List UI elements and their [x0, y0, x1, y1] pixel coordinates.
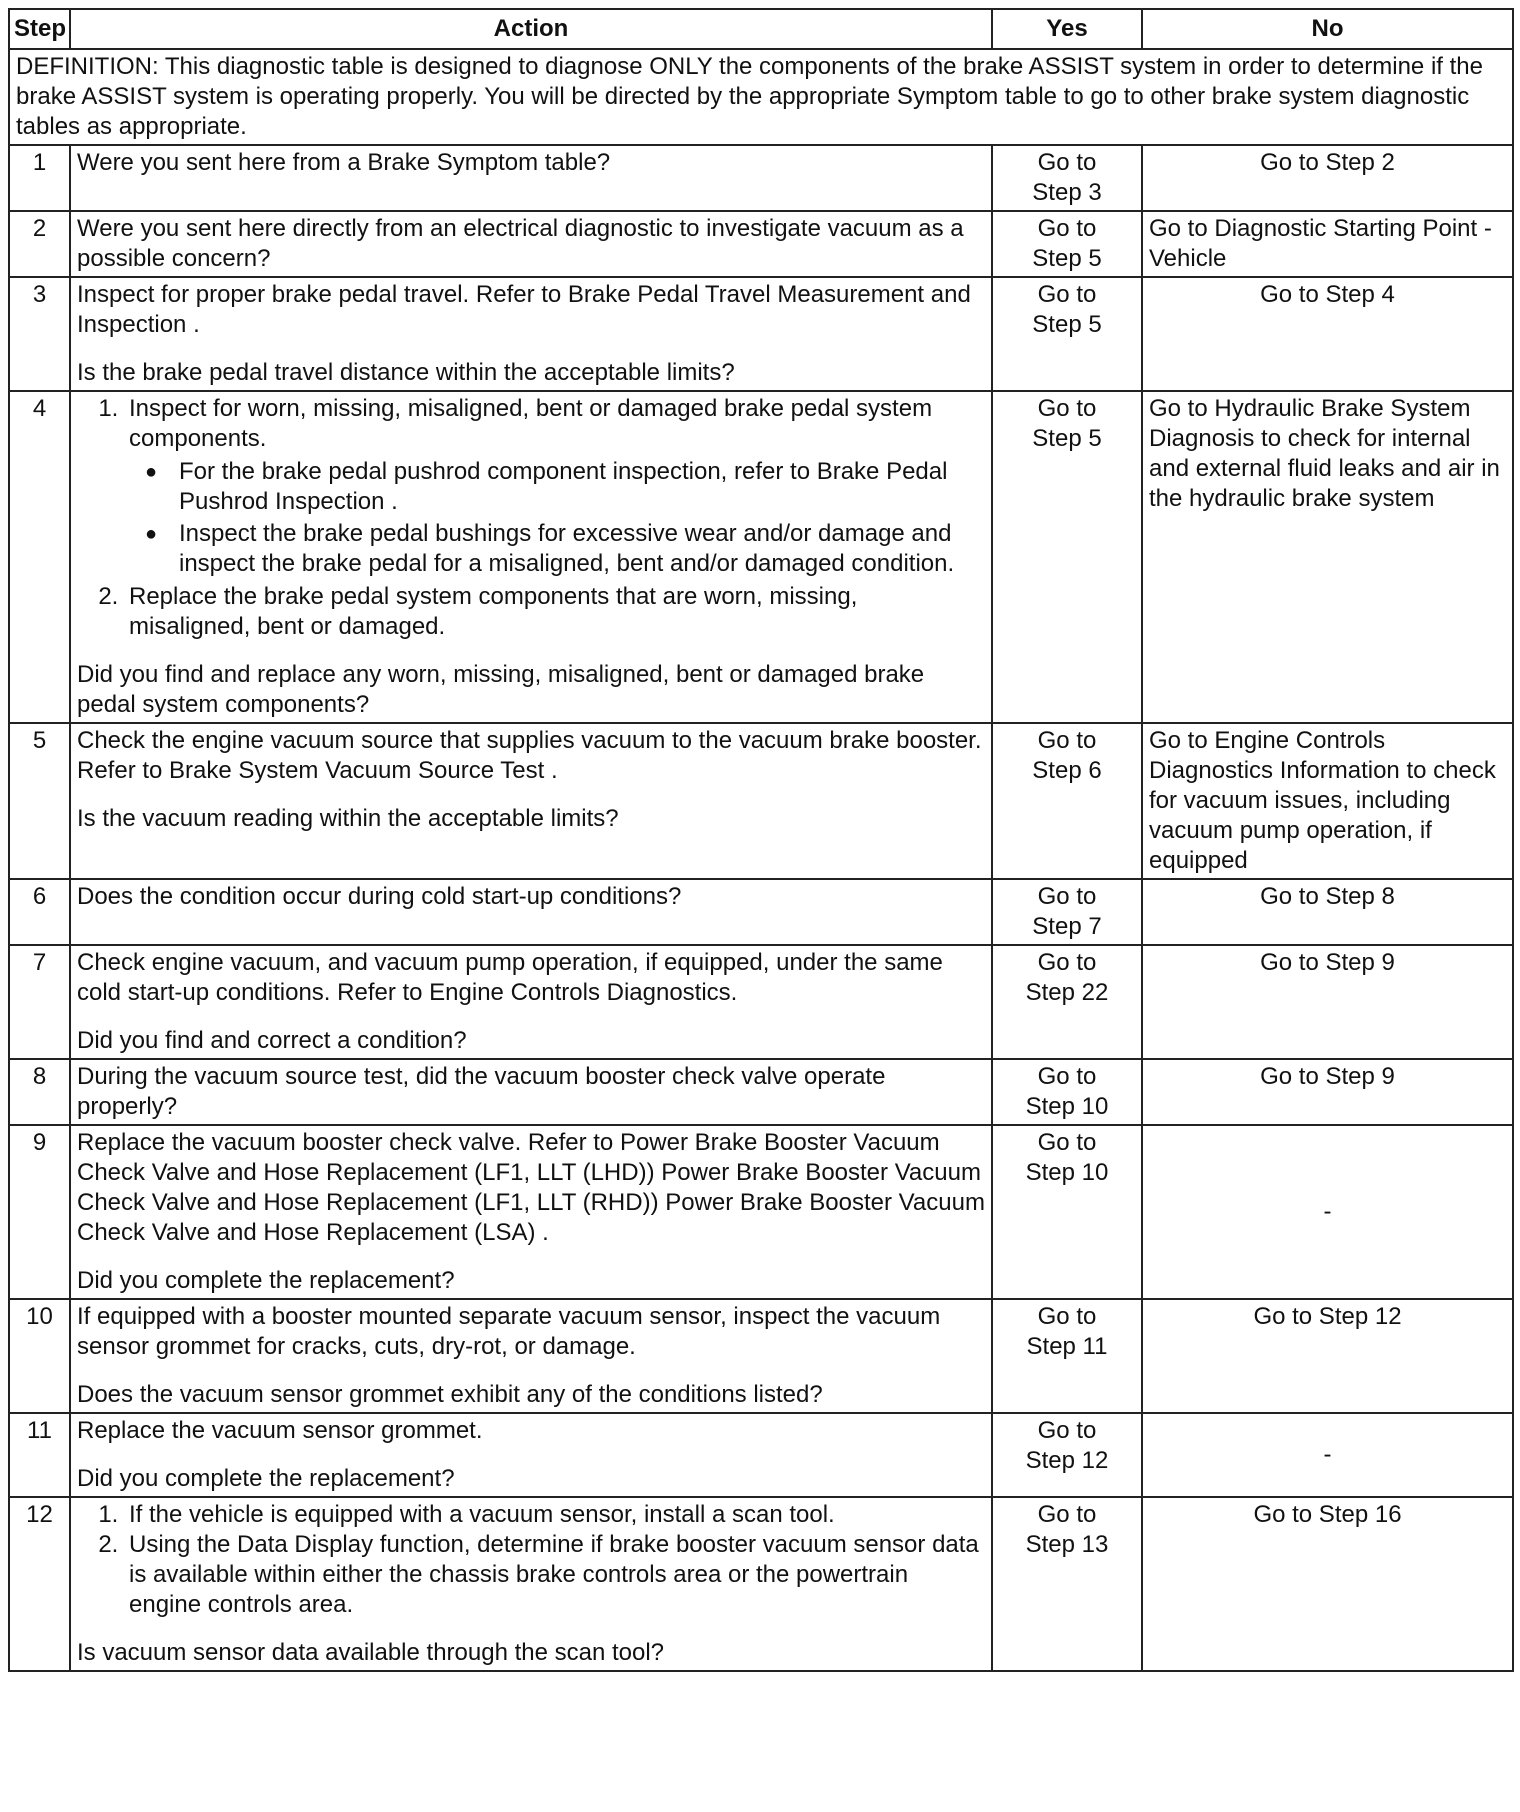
no-cell: Go to Diagnostic Starting Point - Vehicle: [1142, 211, 1513, 277]
action-cell: [70, 277, 992, 391]
procedure-item-text: Inspect for worn, missing, misaligned, bent or damaged brake pedal system components.: [129, 395, 933, 452]
yes-cell: [992, 1299, 1142, 1413]
action-text: During the vacuum source test, did the vacuum booster check valve operate properly?: [70, 1059, 992, 1125]
yes-link: Go to Step 5: [1032, 395, 1102, 452]
definition-row: [9, 49, 1513, 145]
step-number: 7: [9, 945, 70, 1059]
step-number: 2: [9, 211, 70, 277]
no-cell: Go to Engine Controls Diagnostics Information to check for vacuum issues, including vacuum pump operation, if equipped: [1142, 723, 1513, 879]
table-row: [9, 1059, 1513, 1125]
action-cell: [70, 1125, 992, 1299]
yes-cell: [992, 391, 1142, 723]
yes-cell: [992, 1125, 1142, 1299]
step-number: 12: [9, 1497, 70, 1671]
procedure-list: [77, 1500, 985, 1620]
action-text: If equipped with a booster mounted separate vacuum sensor, inspect the vacuum sensor grommet for cracks, cuts, dry-rot, or damage.: [77, 1303, 941, 1360]
action-text: Check the engine vacuum source that supplies vacuum to the vacuum brake booster. Refer to Brake System Vacuum Source Test .: [77, 727, 982, 784]
action-text: Were you sent here from a Brake Symptom table?: [70, 145, 992, 211]
action-question: Is the vacuum reading within the acceptable limits?: [77, 805, 619, 832]
step-number: 1: [9, 145, 70, 211]
yes-link: Go to Step 11: [1026, 1303, 1108, 1360]
header-row: [9, 9, 1513, 49]
action-question: Is the brake pedal travel distance within the acceptable limits?: [77, 359, 735, 386]
procedure-item: 2. Using the Data Display function, determine if brake booster vacuum sensor data is available within either the chassis brake controls area or the powertrain engine controls area.: [125, 1530, 985, 1620]
step-number: 10: [9, 1299, 70, 1413]
action-question: Does the vacuum sensor grommet exhibit any of the conditions listed?: [77, 1381, 823, 1408]
step-number: 8: [9, 1059, 70, 1125]
no-cell: Go to Step 9: [1142, 945, 1513, 1059]
action-question: Did you complete the replacement?: [77, 1465, 455, 1492]
header-action: Action: [70, 9, 992, 49]
table-row: [9, 1125, 1513, 1299]
table-row: [9, 145, 1513, 211]
table-row: [9, 879, 1513, 945]
header-step: Step: [9, 9, 70, 49]
header-no: No: [1142, 9, 1513, 49]
action-cell: [70, 945, 992, 1059]
no-cell: -: [1142, 1413, 1513, 1497]
step-number: 4: [9, 391, 70, 723]
procedure-item: 2. Replace the brake pedal system components that are worn, missing, misaligned, bent or damaged.: [125, 582, 985, 642]
action-question: Is vacuum sensor data available through the scan tool?: [77, 1639, 665, 1666]
yes-cell: [992, 277, 1142, 391]
yes-link: Go to Step 12: [1025, 1417, 1109, 1474]
bullet-item: ● For the brake pedal pushrod component inspection, refer to Brake Pedal Pushrod Inspection .: [173, 457, 985, 517]
yes-cell: [992, 1413, 1142, 1497]
action-cell: [70, 391, 992, 723]
yes-link: Go to Step 5: [1032, 215, 1102, 272]
procedure-list: [77, 394, 985, 642]
procedure-item: 1. If the vehicle is equipped with a vacuum sensor, install a scan tool.: [125, 1500, 985, 1530]
table-row: [9, 723, 1513, 879]
yes-link: Go to Step 3: [1032, 149, 1102, 206]
action-cell: [70, 1497, 992, 1671]
no-cell: Go to Step 2: [1142, 145, 1513, 211]
table-row: [9, 1299, 1513, 1413]
yes-link: Go to Step 7: [1032, 883, 1102, 940]
table-row: [9, 1413, 1513, 1497]
yes-cell: [992, 1497, 1142, 1671]
table-row: [9, 1497, 1513, 1671]
yes-cell: [992, 211, 1142, 277]
action-cell: [70, 1299, 992, 1413]
action-text: Inspect for proper brake pedal travel. Refer to Brake Pedal Travel Measurement and Inspection .: [77, 281, 971, 338]
yes-cell: [992, 723, 1142, 879]
action-text: Replace the vacuum booster check valve. Refer to Power Brake Booster Vacuum Check Valve and Hose Replacement (LF1, LLT (LHD)) Power Brake Booster Vacuum Check Valve and Hose Replacement (LF1, LLT (RHD)) Power Brake Booster Vacuum Check Valve and Hose Replacement (LSA) .: [77, 1129, 985, 1246]
action-cell: [70, 723, 992, 879]
action-text: Replace the vacuum sensor grommet.: [77, 1417, 483, 1444]
yes-cell: [992, 879, 1142, 945]
yes-cell: [992, 145, 1142, 211]
no-cell: Go to Hydraulic Brake System Diagnosis to check for internal and external fluid leaks and air in the hydraulic brake system: [1142, 391, 1513, 723]
no-cell: Go to Step 16: [1142, 1497, 1513, 1671]
no-cell: Go to Step 9: [1142, 1059, 1513, 1125]
bullet-item: ● Inspect the brake pedal bushings for excessive wear and/or damage and inspect the brake pedal for a misaligned, bent and/or damaged condition.: [173, 519, 985, 579]
action-question: Did you find and correct a condition?: [77, 1027, 467, 1054]
step-number: 11: [9, 1413, 70, 1497]
table-row: [9, 391, 1513, 723]
yes-link: Go to Step 13: [1025, 1501, 1109, 1558]
table-row: [9, 277, 1513, 391]
bullet-list: [129, 457, 985, 579]
yes-link: Go to Step 10: [1025, 1129, 1109, 1186]
no-cell: -: [1142, 1125, 1513, 1299]
step-number: 5: [9, 723, 70, 879]
yes-link: Go to Step 22: [1025, 949, 1109, 1006]
action-text: Does the condition occur during cold start-up conditions?: [70, 879, 992, 945]
action-question: Did you find and replace any worn, missing, misaligned, bent or damaged brake pedal system components?: [77, 661, 925, 718]
no-cell: Go to Step 8: [1142, 879, 1513, 945]
action-cell: [70, 1413, 992, 1497]
table-row: [9, 945, 1513, 1059]
no-cell: Go to Step 12: [1142, 1299, 1513, 1413]
yes-link: Go to Step 5: [1032, 281, 1102, 338]
step-number: 9: [9, 1125, 70, 1299]
procedure-item: [125, 394, 985, 579]
action-text: Were you sent here directly from an electrical diagnostic to investigate vacuum as a possible concern?: [70, 211, 992, 277]
step-number: 6: [9, 879, 70, 945]
step-number: 3: [9, 277, 70, 391]
header-yes: Yes: [992, 9, 1142, 49]
action-text: Check engine vacuum, and vacuum pump operation, if equipped, under the same cold start-up conditions. Refer to Engine Controls Diagnostics.: [77, 949, 943, 1006]
yes-cell: [992, 1059, 1142, 1125]
action-question: Did you complete the replacement?: [77, 1267, 455, 1294]
diagnostic-table: [8, 8, 1514, 1672]
table-row: [9, 211, 1513, 277]
yes-link: Go to Step 10: [1025, 1063, 1109, 1120]
definition-text: DEFINITION: This diagnostic table is designed to diagnose ONLY the components of the brake ASSIST system in order to determine if the brake ASSIST system is operating properly. You will be directed by the appropriate Symptom table to go to other brake system diagnostic tables as appropriate.: [9, 49, 1513, 145]
yes-link: Go to Step 6: [1032, 727, 1102, 784]
yes-cell: [992, 945, 1142, 1059]
no-cell: Go to Step 4: [1142, 277, 1513, 391]
